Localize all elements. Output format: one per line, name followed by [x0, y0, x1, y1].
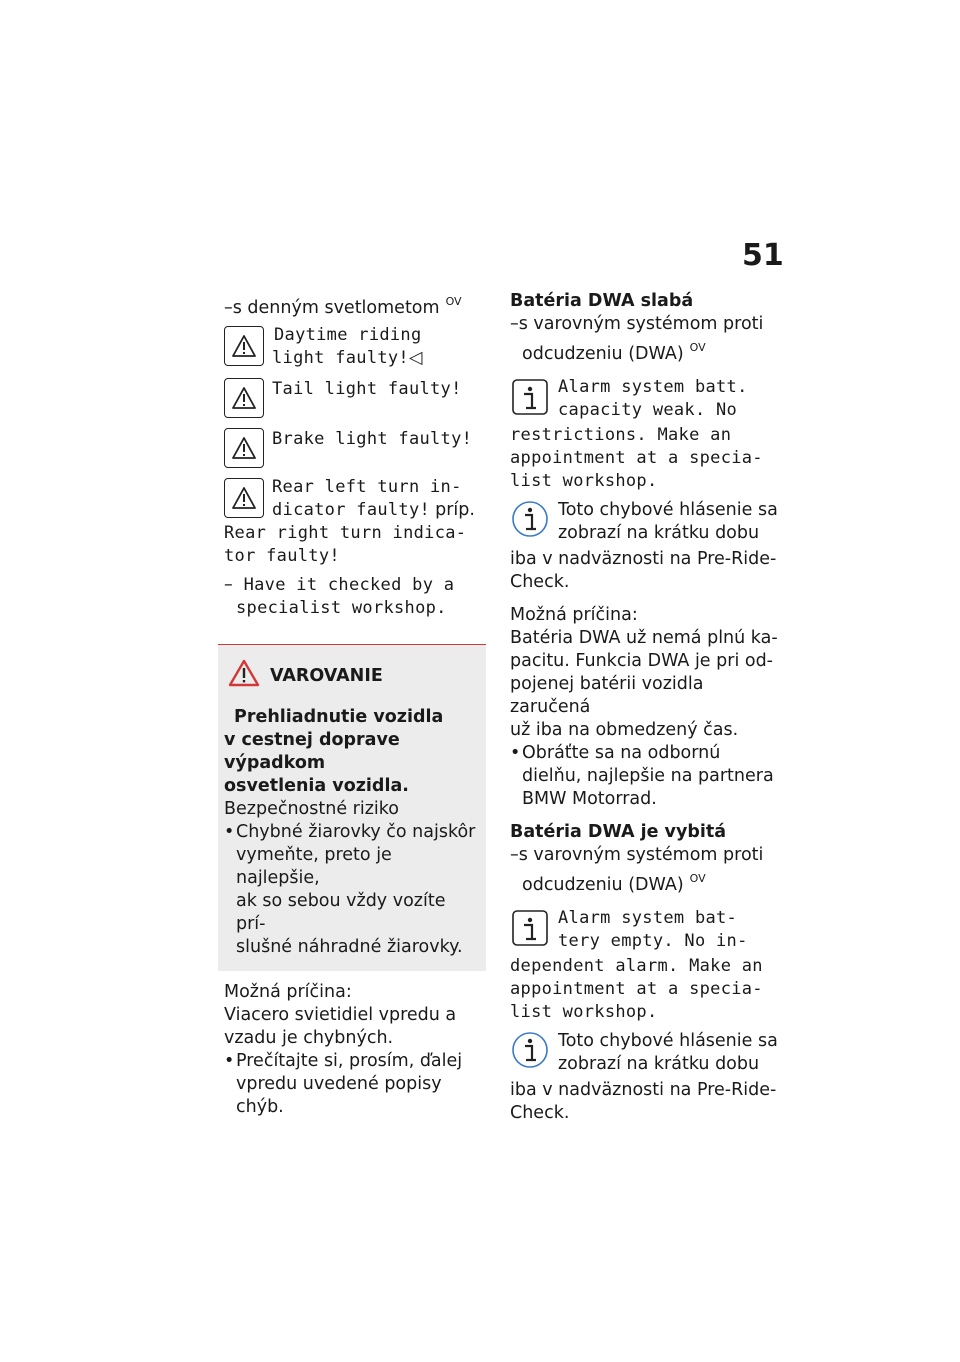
warning-triangle-icon: [224, 326, 264, 366]
or-label: príp.: [435, 500, 475, 520]
intro-line: [224, 290, 492, 320]
rear-right-line-1: Rear right turn indica-: [224, 523, 467, 543]
message-tail: [224, 376, 492, 420]
m1-line: Alarm system batt.: [558, 377, 748, 397]
warning-bold-3: osvetlenia vozidla.: [224, 776, 409, 796]
workshop-bullet: [510, 742, 778, 811]
bullet-line: BMW Motorrad.: [522, 789, 657, 809]
info-line: Toto chybové hlásenie sa: [558, 500, 778, 520]
cause-line: Batéria DWA už nemá plnú ka-: [510, 628, 778, 648]
read-line-1: Prečítajte si, prosím, ďalej: [236, 1051, 463, 1071]
read-line-2: vpredu uvedené popisy chýb.: [236, 1074, 442, 1117]
ov-label: OV: [445, 295, 462, 308]
warning-bullet: [224, 821, 476, 959]
info-line: zobrazí na krátku dobu: [558, 523, 760, 543]
bullet: •: [224, 1051, 235, 1071]
heading-battery-weak: Batéria DWA slabá: [510, 291, 694, 311]
read-bullet: [224, 1050, 492, 1119]
m1-line: restrictions. Make an: [510, 425, 732, 445]
warning-title: VAROVANIE: [270, 665, 383, 686]
cause-line: už iba na obmedzený čas.: [510, 720, 739, 740]
intro-text: s denným svetlometom: [232, 298, 440, 318]
warning-bullet-line: slušné náhradné žiarovky.: [236, 937, 463, 957]
bullet: •: [224, 822, 235, 842]
warning-panel: [218, 644, 486, 971]
info-icon: [510, 499, 550, 546]
m2-line: tery empty. No in-: [558, 931, 748, 951]
m2-line: appointment at a specia-: [510, 979, 763, 999]
m1-line: capacity weak. No: [558, 400, 738, 420]
heading-battery-empty: Batéria DWA je vybitá: [510, 822, 727, 842]
have-line-1: Have it checked by a: [243, 575, 455, 595]
message-line-1: Daytime riding: [274, 325, 422, 345]
alarm2-line-2: odcudzeniu (DWA) $^{OV}$: [522, 872, 706, 895]
dwa-alarm-icon: [510, 378, 550, 422]
warning-triangle-icon: [224, 478, 264, 518]
message-daytime: [224, 324, 492, 370]
bullet-line: Obráťte sa na odbornú: [522, 743, 721, 763]
cause-line-2: vzadu je chybných.: [224, 1028, 394, 1048]
cause-title: Možná príčina:: [510, 605, 638, 625]
message-line-2: light faulty!◁: [272, 348, 423, 368]
bullet: •: [510, 743, 521, 763]
message-brake: [224, 426, 492, 470]
info-icon: [510, 1030, 550, 1077]
alarm-line-1: –s varovným systémom proti: [510, 314, 764, 334]
message-line-2: dicator faulty! príp.: [272, 500, 475, 520]
warning-bullet-line: vymeňte, preto je najlepšie,: [236, 845, 392, 888]
m2-line: Alarm system bat-: [558, 908, 738, 928]
bullet-line: dielňu, najlepšie na partnera: [522, 766, 774, 786]
right-column: [510, 290, 778, 1125]
message-line-1: Rear left turn in-: [272, 477, 462, 497]
tail-marker: ◁: [408, 348, 423, 368]
message-rear-left: [224, 476, 492, 522]
m1-line: appointment at a specia-: [510, 448, 763, 468]
alarm-line-2: odcudzeniu (DWA) $^{OV}$: [522, 341, 706, 364]
warning-bullet-line: ak so sebou vždy vozíte prí-: [236, 891, 446, 934]
warning-triangle-icon: [224, 428, 264, 468]
left-column: [224, 290, 492, 1119]
warning-bold-1: Prehliadnutie vozidla: [234, 707, 444, 727]
info-note-2: [510, 1030, 778, 1125]
info-line: iba v nadväznosti na Pre-Ride-: [510, 549, 777, 569]
ov-label: OV: [689, 872, 706, 885]
ov-label: OV: [689, 341, 706, 354]
alarm2-line-1: –s varovným systémom proti: [510, 845, 764, 865]
dwa-alarm-icon: [510, 909, 550, 953]
warning-risk: Bezpečnostné riziko: [224, 799, 399, 819]
message-batt-weak: [510, 376, 778, 493]
info-line: Check.: [510, 572, 570, 592]
cause-line: pacitu. Funkcia DWA je pri od-: [510, 651, 773, 671]
m2-line: list workshop.: [510, 1002, 658, 1022]
message-line-1: Tail light faulty!: [272, 379, 462, 399]
info-note-1: [510, 499, 778, 594]
m2-line: dependent alarm. Make an: [510, 956, 763, 976]
warning-bullet-line: Chybné žiarovky čo najskôr: [236, 822, 476, 842]
warning-title-row: [228, 659, 476, 692]
dash: –: [224, 298, 233, 318]
dash: –: [224, 575, 234, 595]
message-line-1: Brake light faulty!: [272, 429, 473, 449]
cause-title: Možná príčina:: [224, 982, 352, 1002]
m1-line: list workshop.: [510, 471, 658, 491]
have-line-2: specialist workshop.: [236, 598, 447, 618]
warning-triangle-icon: [228, 659, 270, 692]
info-line: Check.: [510, 1103, 570, 1123]
have-checked: [224, 574, 492, 620]
cause-line-1: Viacero svietidiel vpredu a: [224, 1005, 457, 1025]
info-line: Toto chybové hlásenie sa: [558, 1031, 778, 1051]
warning-bold-2: v cestnej doprave výpadkom: [224, 730, 400, 773]
cause-line: pojenej batérii vozidla zaručená: [510, 674, 704, 717]
warning-triangle-icon: [224, 378, 264, 418]
info-line: iba v nadväznosti na Pre-Ride-: [510, 1080, 777, 1100]
message-batt-empty: [510, 907, 778, 1024]
page-number: 51: [742, 238, 784, 273]
info-line: zobrazí na krátku dobu: [558, 1054, 760, 1074]
rear-right-line-2: tor faulty!: [224, 546, 340, 566]
